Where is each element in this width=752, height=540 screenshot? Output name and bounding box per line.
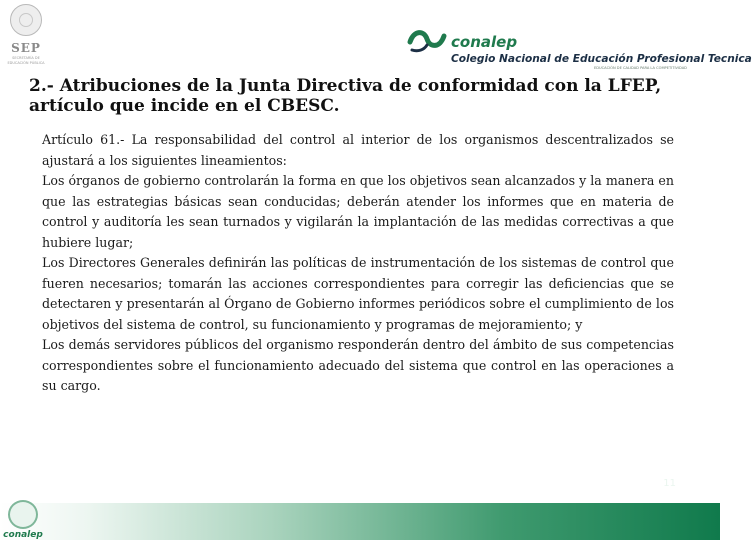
article-paragraph: Los Directores Generales definirán las políticas de instrumentación de los sistemas de control que fueren necesarios; tomarán las acciones correspondientes para corregir las deficiencias que se detectaren y presentarán al Órgano de Gobierno informes periódicos sobre el cumplimiento de los objetivos del sistema de control, su funcionamiento y programas de mejoramiento; y — [42, 255, 674, 332]
conalep-tagline: EDUCACIÓN DE CALIDAD PARA LA COMPETITIVIDAD — [594, 66, 687, 70]
footer-logo-text: conalep — [3, 530, 43, 540]
page-number: 11 — [663, 478, 676, 489]
article-paragraph: Los demás servidores públicos del organismo responderán dentro del ámbito de sus competencias correspondientes sobre el funcionamiento adecuado del sistema que control en las operaciones a su cargo. — [42, 337, 674, 393]
sep-logo-text: SEP — [11, 41, 41, 55]
conalep-header-logo — [408, 26, 752, 74]
slide-title-line-1: 2.- Atribuciones de la Junta Directiva de conformidad con la LFEP, — [29, 76, 662, 96]
conalep-full-name: Colegio Nacional de Educación Profesional Tecnica — [451, 53, 752, 65]
national-seal-icon — [10, 4, 42, 36]
sep-logo-subtext: SECRETARÍA DE EDUCACIÓN PÚBLICA — [7, 56, 45, 65]
slide-title-line-2: artículo que incide en el CBESC. — [29, 96, 340, 116]
sep-logo — [4, 4, 48, 74]
article-paragraph: Artículo 61.- La responsabilidad del control al interior de los organismos descentralizados se ajustará a los siguientes lineamientos: — [42, 132, 674, 168]
footer-gradient-bar — [0, 503, 720, 540]
slide-title — [29, 76, 689, 116]
conalep-name: conalep — [451, 33, 518, 51]
footer-logo — [0, 500, 46, 540]
article-paragraph: Los órganos de gobierno controlarán la forma en que los objetivos sean alcanzados y la manera en que las estrategias básicas sean conducidas; deberán atender los informes que en materia de control y auditoría les sean turnados y vigilarán la implantación de las medidas correctivas a que hubiere lugar; — [42, 173, 674, 250]
conalep-swirl-icon — [408, 28, 446, 54]
body-text — [42, 130, 674, 397]
conalep-seal-icon — [8, 500, 38, 529]
